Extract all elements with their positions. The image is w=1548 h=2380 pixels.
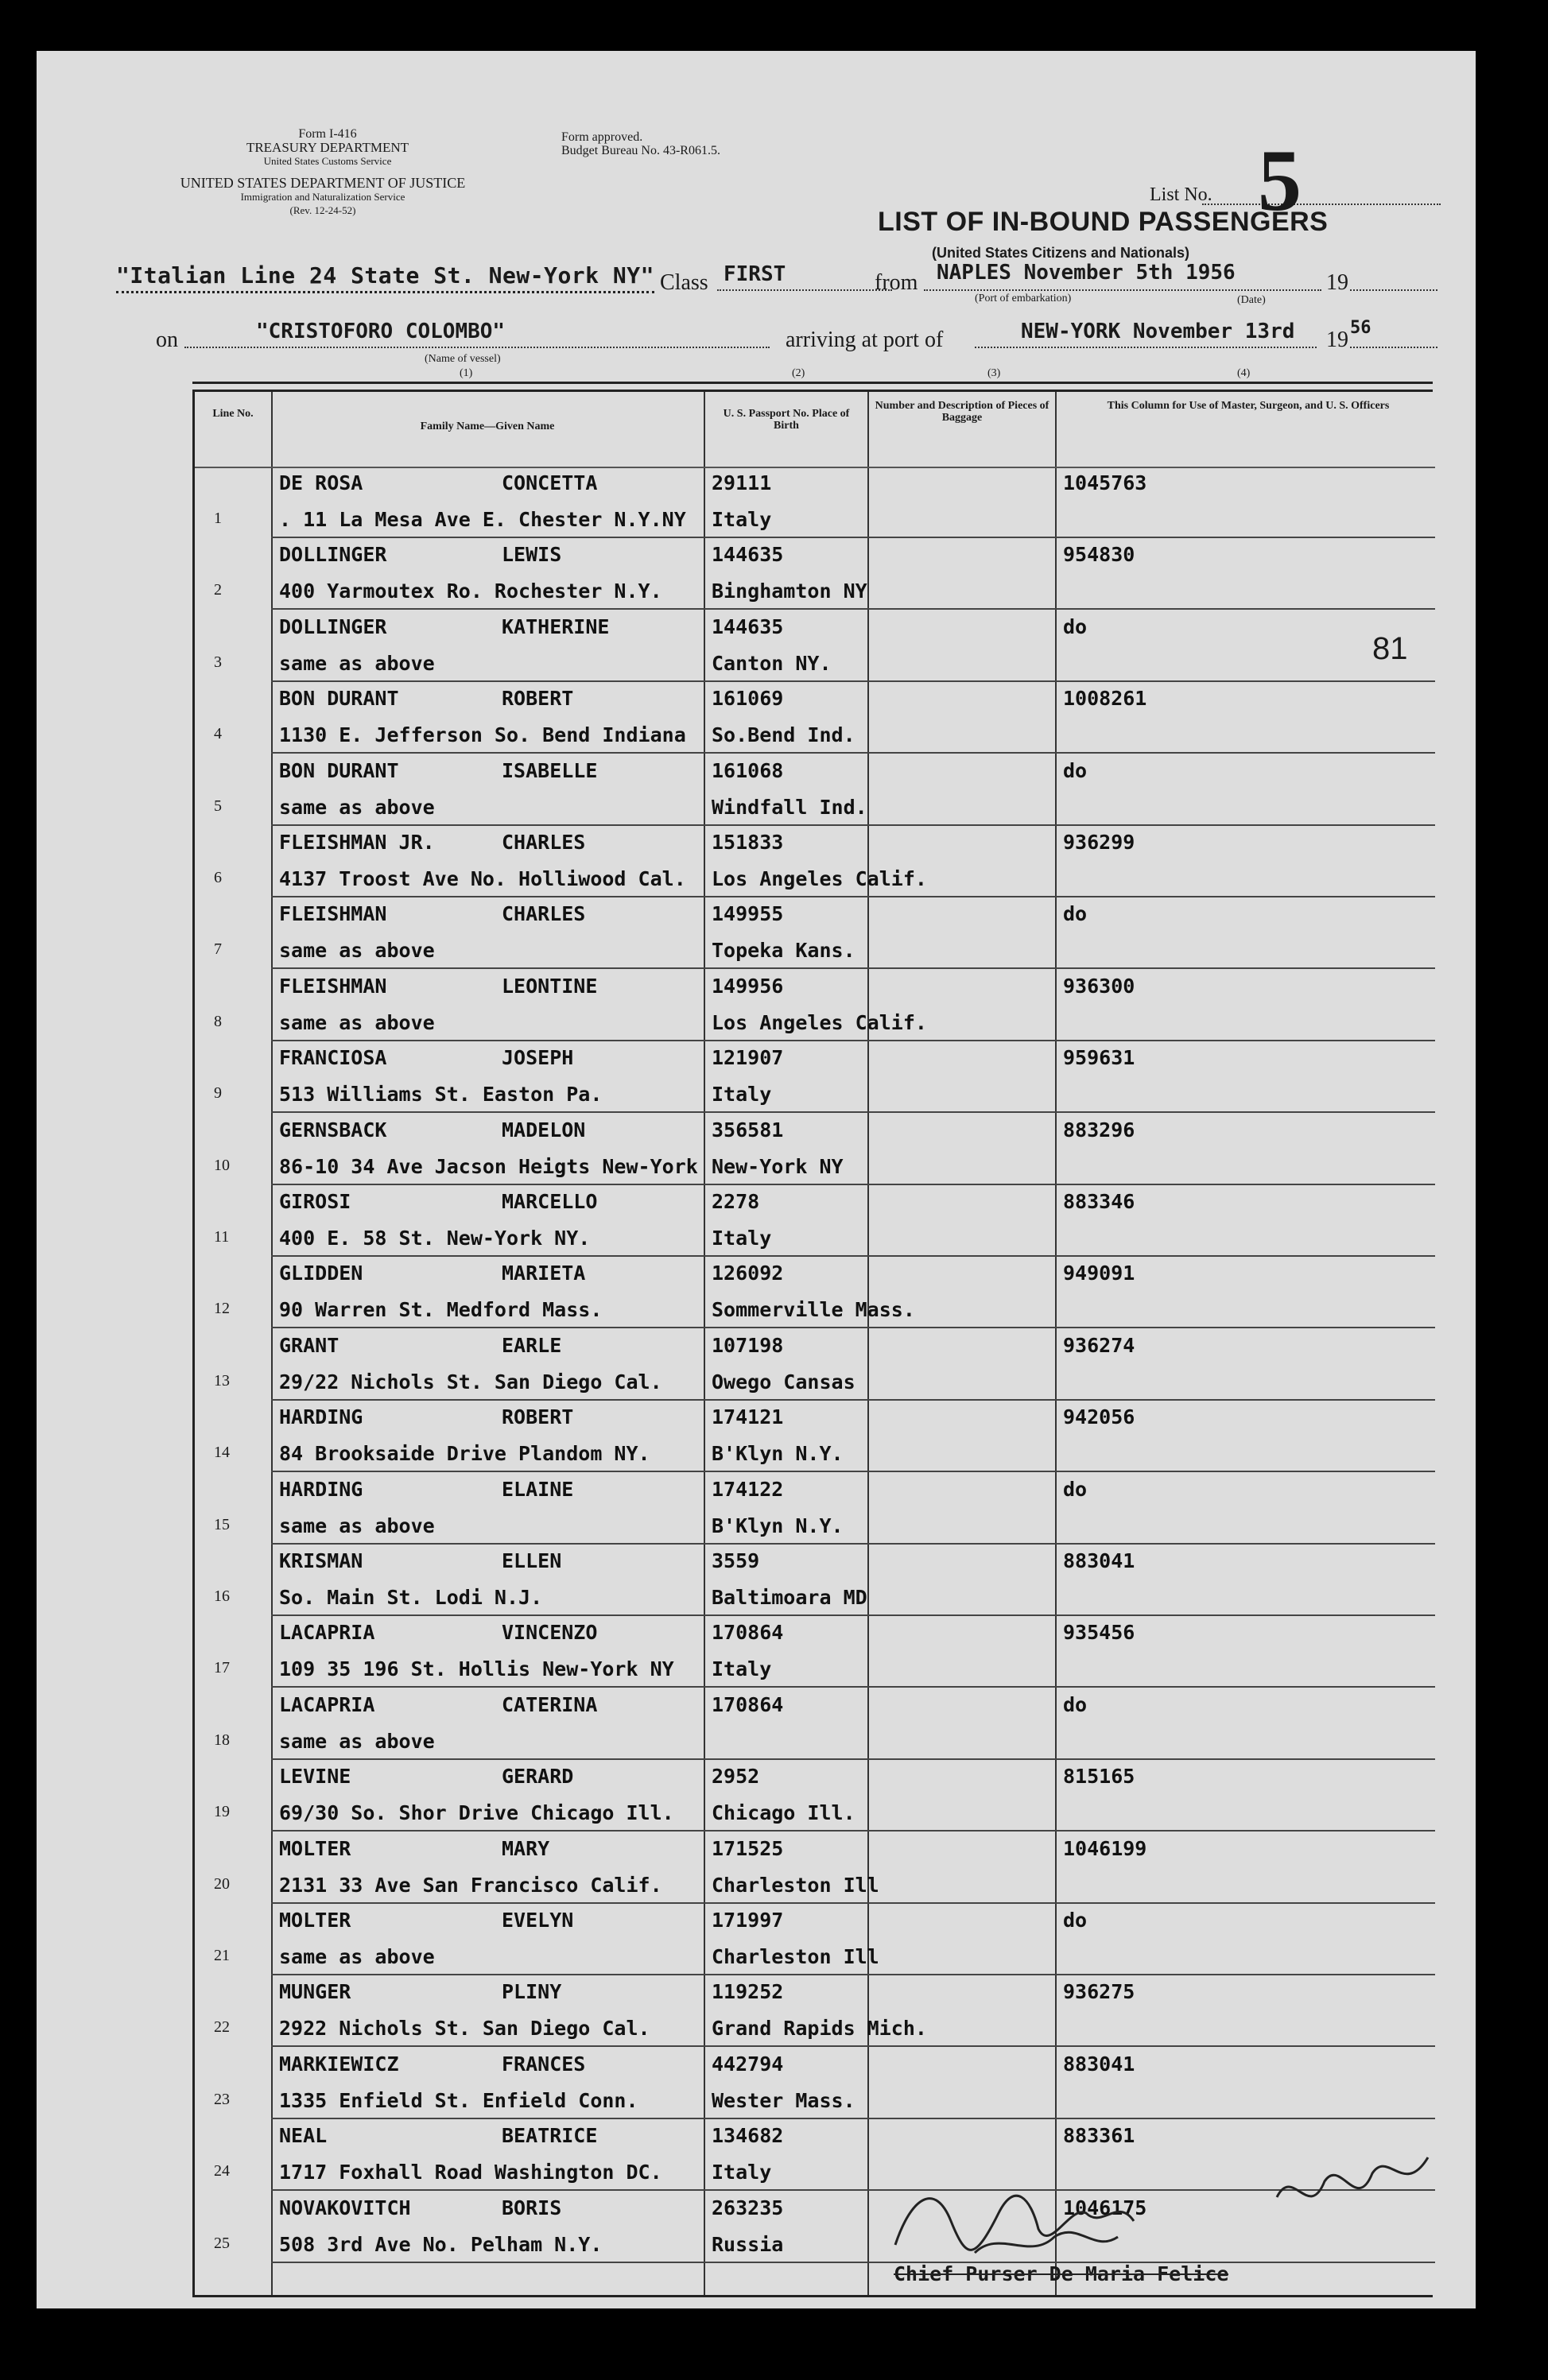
treasury-dept: TREASURY DEPARTMENT <box>246 140 409 155</box>
table-row <box>195 467 1435 538</box>
table-row <box>195 1329 1435 1401</box>
table-row <box>195 1616 1435 1688</box>
place-of-birth: Italy <box>712 508 772 531</box>
place-of-birth: Italy <box>712 2161 772 2184</box>
family-name: BON DURANT <box>279 758 399 782</box>
officer-entry: 1008261 <box>1063 687 1147 711</box>
given-name: LEWIS <box>502 543 562 567</box>
place-of-birth: Grand Rapids Mich. <box>712 2017 927 2041</box>
arriving-year-line <box>1350 347 1437 348</box>
line-number: 25 <box>214 2234 230 2252</box>
family-name: LACAPRIA <box>279 1621 375 1645</box>
address: same as above <box>279 651 435 675</box>
family-name: GERNSBACK <box>279 1118 387 1142</box>
year-prefix: 19 <box>1326 270 1348 295</box>
place-of-birth: Italy <box>712 1227 772 1250</box>
family-name: MARKIEWICZ <box>279 2052 399 2076</box>
table-row <box>195 1904 1435 1975</box>
family-name: GLIDDEN <box>279 1262 363 1285</box>
given-name: KATHERINE <box>502 614 610 638</box>
revision: (Rev. 12-24-52) <box>289 204 356 216</box>
date-caption: (Date) <box>1237 294 1266 306</box>
immigration-service: Immigration and Naturalization Service <box>240 191 405 203</box>
given-name: BEATRICE <box>502 2124 598 2148</box>
class-value: FIRST <box>724 262 786 286</box>
address: 109 35 196 St. Hollis New-York NY <box>279 1657 674 1681</box>
class-label: Class <box>660 270 708 295</box>
family-name: LEVINE <box>279 1765 351 1789</box>
list-no-line <box>1202 204 1441 205</box>
place-of-birth: Owego Cansas <box>712 1370 855 1394</box>
given-name: JOSEPH <box>502 1046 574 1070</box>
address: 400 E. 58 St. New-York NY. <box>279 1227 591 1250</box>
given-name: GERARD <box>502 1765 574 1789</box>
col-header-passport: U. S. Passport No. Place of Birth <box>723 408 850 432</box>
given-name: ISABELLE <box>502 758 598 782</box>
page-title: LIST OF IN-BOUND PASSENGERS <box>878 207 1329 237</box>
officer-entry: 959631 <box>1063 1046 1135 1070</box>
line-number: 16 <box>214 1587 230 1605</box>
address: 90 Warren St. Medford Mass. <box>279 1298 603 1322</box>
officer-entry: 954830 <box>1063 543 1135 567</box>
place-of-birth: Baltimoara MD <box>712 1586 867 1609</box>
table-row <box>195 1832 1435 1904</box>
place-of-birth: So.Bend Ind. <box>712 723 855 747</box>
officer-entry: 883361 <box>1063 2124 1135 2148</box>
family-name: DOLLINGER <box>279 543 387 567</box>
line-number: 4 <box>214 725 222 743</box>
table-row <box>195 754 1435 826</box>
vessel-caption: (Name of vessel) <box>425 353 501 365</box>
officer-entry: 1045763 <box>1063 471 1147 494</box>
officer-entry: 936300 <box>1063 974 1135 998</box>
address: 400 Yarmoutex Ro. Rochester N.Y. <box>279 579 662 603</box>
address: same as above <box>279 1729 435 1753</box>
col-num-2: (2) <box>792 367 805 379</box>
given-name: VINCENZO <box>502 1621 598 1645</box>
officer-entry: 949091 <box>1063 1262 1135 1285</box>
family-name: FLEISHMAN JR. <box>279 831 435 854</box>
budget-bureau: Budget Bureau No. 43-R061.5. <box>561 144 720 157</box>
officer-entry: do <box>1063 902 1088 926</box>
table-row <box>195 1473 1435 1545</box>
passport-no: 174122 <box>712 1477 784 1501</box>
given-name: ELAINE <box>502 1477 574 1501</box>
place-of-birth: Topeka Kans. <box>712 939 855 963</box>
family-name: KRISMAN <box>279 1549 363 1572</box>
passport-no: 144635 <box>712 543 784 567</box>
chief-purser: Chief Purser De Maria Felice <box>894 2262 1229 2285</box>
place-of-birth: B'Klyn N.Y. <box>712 1442 844 1466</box>
passport-no: 149956 <box>712 974 784 998</box>
table-row <box>195 682 1435 754</box>
officer-entry: 883041 <box>1063 2052 1135 2076</box>
vessel-name: "CRISTOFORO COLOMBO" <box>256 320 506 343</box>
family-name: FLEISHMAN <box>279 902 387 926</box>
line-number: 10 <box>214 1156 230 1174</box>
officer-entry: 942056 <box>1063 1405 1135 1429</box>
manifest-page <box>37 51 1476 2308</box>
table-row <box>195 970 1435 1041</box>
passport-no: 174121 <box>712 1405 784 1429</box>
address: 1130 E. Jefferson So. Bend Indiana <box>279 723 686 747</box>
given-name: ROBERT <box>502 687 574 711</box>
address: 2922 Nichols St. San Diego Cal. <box>279 2017 650 2041</box>
passport-no: 442794 <box>712 2052 784 2076</box>
passport-no: 171997 <box>712 1909 784 1932</box>
from-label: from <box>875 270 918 295</box>
page-subtitle: (United States Citizens and Nationals) <box>932 245 1190 261</box>
line-number: 12 <box>214 1300 230 1318</box>
line-number: 1 <box>214 510 222 527</box>
line-number: 17 <box>214 1659 230 1677</box>
passport-no: 170864 <box>712 1621 784 1645</box>
arriving-year-prefix: 19 <box>1326 328 1348 352</box>
family-name: NOVAKOVITCH <box>279 2196 411 2219</box>
family-name: DE ROSA <box>279 471 363 494</box>
address: 69/30 So. Shor Drive Chicago Ill. <box>279 1801 674 1825</box>
place-of-birth: New-York NY <box>712 1154 844 1178</box>
table-row <box>195 1975 1435 2047</box>
line-number: 3 <box>214 653 222 671</box>
family-name: FLEISHMAN <box>279 974 387 998</box>
passport-no: 2952 <box>712 1765 760 1789</box>
signature-mark <box>879 2126 1452 2285</box>
given-name: ROBERT <box>502 1405 574 1429</box>
table-row <box>195 1688 1435 1760</box>
table-row <box>195 2048 1435 2119</box>
form-header-left <box>224 127 431 168</box>
line-number: 7 <box>214 940 222 959</box>
line-number: 2 <box>214 581 222 599</box>
passport-no: 149955 <box>712 902 784 926</box>
place-of-birth: Los Angeles Calif. <box>712 867 927 890</box>
passport-no: 356581 <box>712 1118 784 1142</box>
family-name: DOLLINGER <box>279 614 387 638</box>
table-row <box>195 1545 1435 1616</box>
given-name: EARLE <box>502 1333 562 1357</box>
passport-no: 121907 <box>712 1046 784 1070</box>
line-number: 23 <box>214 2090 230 2108</box>
given-name: CATERINA <box>502 1692 598 1716</box>
line-number: 14 <box>214 1444 230 1462</box>
table-row <box>195 826 1435 897</box>
address: 2131 33 Ave San Francisco Calif. <box>279 1873 662 1897</box>
col-header-baggage: Number and Description of Pieces of Baggage <box>875 400 1049 424</box>
passport-no: 29111 <box>712 471 772 494</box>
passport-no: 263235 <box>712 2196 784 2219</box>
line-number: 6 <box>214 869 222 886</box>
form-approval <box>561 130 752 157</box>
family-name: GRANT <box>279 1333 339 1357</box>
officer-entry: 883296 <box>1063 1118 1135 1142</box>
class-line <box>717 289 892 291</box>
place-of-birth: Windfall Ind. <box>712 795 867 819</box>
arriving-label: arriving at port of <box>786 328 944 352</box>
address: 84 Brooksaide Drive Plandom NY. <box>279 1442 650 1466</box>
line-number: 5 <box>214 797 222 815</box>
address: 4137 Troost Ave No. Holliwood Cal. <box>279 867 686 890</box>
table-row <box>195 1257 1435 1328</box>
on-label: on <box>156 328 178 352</box>
address: 508 3rd Ave No. Pelham N.Y. <box>279 2232 603 2256</box>
place-of-birth: Canton NY. <box>712 651 832 675</box>
address: . 11 La Mesa Ave E. Chester N.Y.NY <box>279 508 686 531</box>
family-name: NEAL <box>279 2124 328 2148</box>
family-name: GIROSI <box>279 1190 351 1213</box>
given-name: MARCELLO <box>502 1190 598 1213</box>
line-number: 21 <box>214 1947 230 1964</box>
list-no-label: List No. <box>1150 184 1212 205</box>
shipping-company: "Italian Line 24 State St. New-York NY" <box>116 262 654 289</box>
table-row <box>195 1114 1435 1185</box>
passport-no: 170864 <box>712 1692 784 1716</box>
officer-entry: 936274 <box>1063 1333 1135 1357</box>
given-name: CONCETTA <box>502 471 598 494</box>
passport-no: 161068 <box>712 758 784 782</box>
place-of-birth: Wester Mass. <box>712 2088 855 2112</box>
given-name: MARY <box>502 1836 550 1860</box>
family-name: MOLTER <box>279 1836 351 1860</box>
form-header-justice <box>148 176 498 217</box>
top-rule <box>192 382 1433 384</box>
officer-entry: 936275 <box>1063 1980 1135 2004</box>
officer-entry: do <box>1063 1477 1088 1501</box>
officer-entry: do <box>1063 614 1088 638</box>
officer-entry: 935456 <box>1063 1621 1135 1645</box>
family-name: FRANCIOSA <box>279 1046 387 1070</box>
place-of-birth: Italy <box>712 1657 772 1681</box>
place-of-birth: Los Angeles Calif. <box>712 1010 927 1034</box>
address: 1717 Foxhall Road Washington DC. <box>279 2161 662 2184</box>
family-name: MUNGER <box>279 1980 351 2004</box>
line-number: 22 <box>214 2018 230 2037</box>
family-name: HARDING <box>279 1477 363 1501</box>
col-header-name: Family Name—Given Name <box>420 421 555 432</box>
officer-entry: do <box>1063 1692 1088 1716</box>
address: same as above <box>279 1514 435 1537</box>
address: 1335 Enfield St. Enfield Conn. <box>279 2088 638 2112</box>
given-name: FRANCES <box>502 2052 586 2076</box>
passport-no: 134682 <box>712 2124 784 2148</box>
officer-entry: 815165 <box>1063 1765 1135 1789</box>
family-name: HARDING <box>279 1405 363 1429</box>
place-of-birth: Italy <box>712 1083 772 1107</box>
place-of-birth: Charleston Ill <box>712 1945 879 1968</box>
margin-note: 81 <box>1372 631 1408 666</box>
justice-dept: UNITED STATES DEPARTMENT OF JUSTICE <box>180 175 466 191</box>
passport-no: 107198 <box>712 1333 784 1357</box>
line-number: 9 <box>214 1084 222 1103</box>
arriving-year: 56 <box>1350 318 1371 338</box>
address: 86-10 34 Ave Jacson Heigts New-York <box>279 1154 698 1178</box>
place-of-birth: Chicago Ill. <box>712 1801 855 1825</box>
place-of-birth: B'Klyn N.Y. <box>712 1514 844 1537</box>
line-number: 24 <box>214 2162 230 2180</box>
passenger-table <box>192 390 1433 2297</box>
place-of-birth: Charleston Ill <box>712 1873 879 1897</box>
family-name: LACAPRIA <box>279 1692 375 1716</box>
officer-entry: 1046175 <box>1063 2196 1147 2219</box>
given-name: MADELON <box>502 1118 586 1142</box>
customs-service: United States Customs Service <box>263 155 392 167</box>
officer-entry: 1046199 <box>1063 1836 1147 1860</box>
address: same as above <box>279 795 435 819</box>
from-value: NAPLES November 5th 1956 <box>937 261 1236 285</box>
line-number: 20 <box>214 1874 230 1893</box>
col-num-4: (4) <box>1237 367 1251 379</box>
place-of-birth: Binghamton NY <box>712 579 867 603</box>
form-approved: Form approved. <box>561 130 643 144</box>
port-caption: (Port of embarkation) <box>975 293 1072 304</box>
table-row <box>195 1760 1435 1832</box>
form-number: Form I-416 <box>298 127 357 141</box>
address: same as above <box>279 1010 435 1034</box>
list-no-value: 5 <box>1258 132 1302 229</box>
given-name: CHARLES <box>502 902 586 926</box>
col-num-1: (1) <box>460 367 473 379</box>
year-line <box>1350 289 1437 291</box>
given-name: EVELYN <box>502 1909 574 1932</box>
officer-entry: do <box>1063 1909 1088 1932</box>
family-name: MOLTER <box>279 1909 351 1932</box>
line-number: 15 <box>214 1515 230 1533</box>
table-row <box>195 611 1435 682</box>
given-name: LEONTINE <box>502 974 598 998</box>
address: same as above <box>279 1945 435 1968</box>
officer-entry: 883041 <box>1063 1549 1135 1572</box>
table-row <box>195 1185 1435 1257</box>
given-name: MARIETA <box>502 1262 586 1285</box>
line-number: 11 <box>214 1228 230 1246</box>
passport-no: 126092 <box>712 1262 784 1285</box>
given-name: CHARLES <box>502 831 586 854</box>
passport-no: 161069 <box>712 687 784 711</box>
passport-no: 144635 <box>712 614 784 638</box>
given-name: ELLEN <box>502 1549 562 1572</box>
line-number: 19 <box>214 1803 230 1821</box>
arriving-line <box>975 347 1317 348</box>
address: 29/22 Nichols St. San Diego Cal. <box>279 1370 662 1394</box>
address: So. Main St. Lodi N.J. <box>279 1586 543 1609</box>
passport-no: 151833 <box>712 831 784 854</box>
place-of-birth: Sommerville Mass. <box>712 1298 915 1322</box>
table-row <box>195 897 1435 969</box>
officer-entry: 883346 <box>1063 1190 1135 1213</box>
table-row <box>195 1041 1435 1113</box>
arriving-value: NEW-YORK November 13rd <box>1021 320 1295 343</box>
officer-entry: 936299 <box>1063 831 1135 854</box>
table-row <box>195 1401 1435 1472</box>
officer-entry: do <box>1063 758 1088 782</box>
line-number: 8 <box>214 1012 222 1030</box>
passport-no: 171525 <box>712 1836 784 1860</box>
passport-no: 2278 <box>712 1190 760 1213</box>
address: same as above <box>279 939 435 963</box>
address: 513 Williams St. Easton Pa. <box>279 1083 603 1107</box>
from-line <box>924 289 1321 291</box>
passport-no: 119252 <box>712 1980 784 2004</box>
col-header-officers: This Column for Use of Master, Surgeon, and U. S. Officers <box>1107 400 1390 412</box>
passport-no: 3559 <box>712 1549 760 1572</box>
line-number: 18 <box>214 1731 230 1749</box>
given-name: PLINY <box>502 1980 562 2004</box>
table-row <box>195 538 1435 610</box>
family-name: BON DURANT <box>279 687 399 711</box>
vessel-line <box>184 347 770 348</box>
place-of-birth: Russia <box>712 2232 784 2256</box>
col-header-line: Line No. <box>212 408 254 420</box>
line-number: 13 <box>214 1371 230 1390</box>
col-num-3: (3) <box>987 367 1001 379</box>
given-name: BORIS <box>502 2196 562 2219</box>
